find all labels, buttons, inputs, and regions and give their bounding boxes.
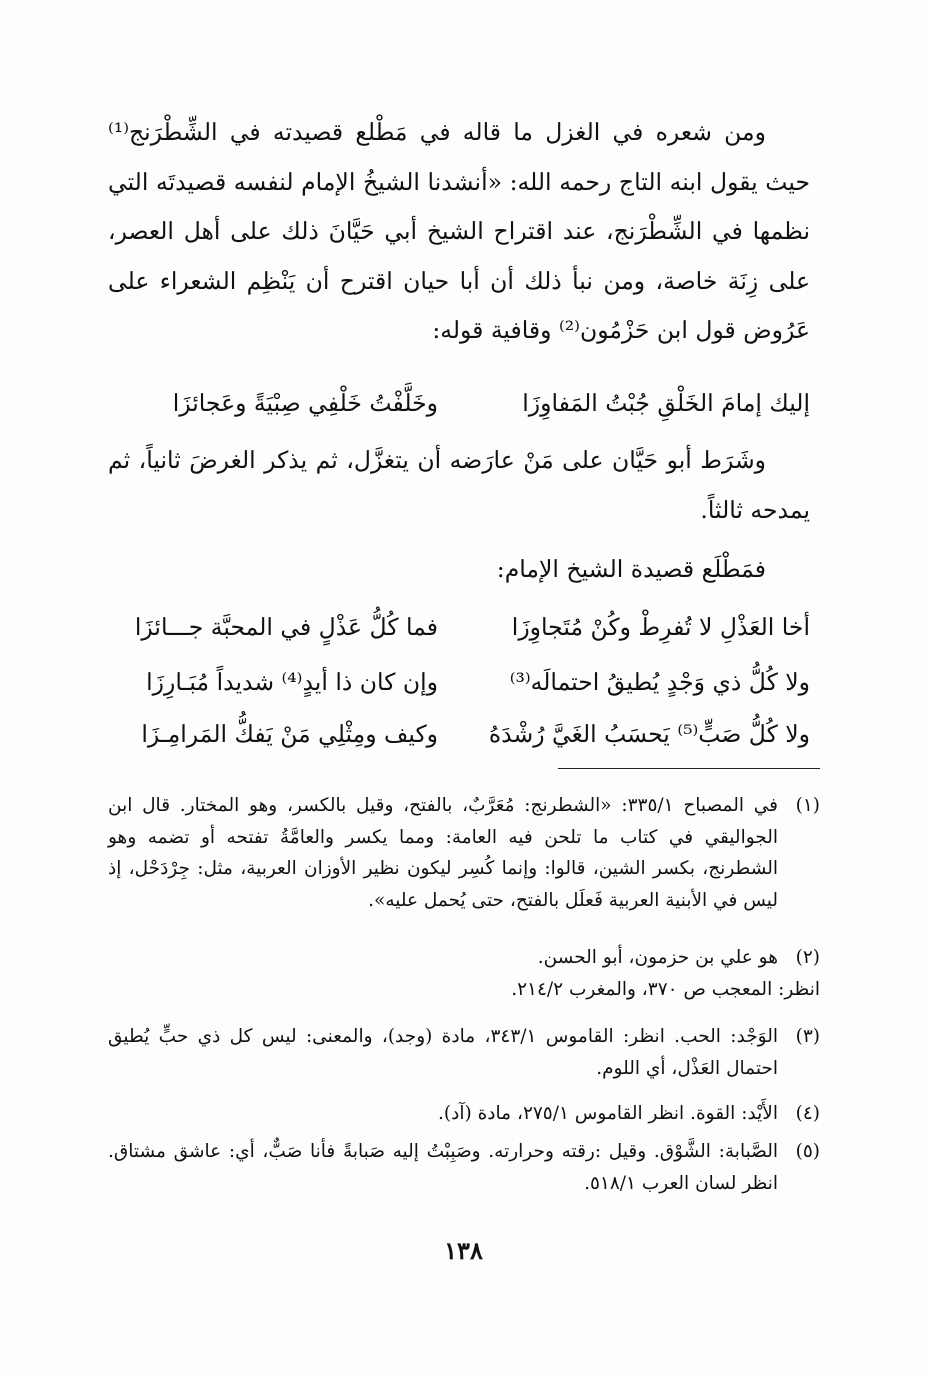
verse-first-hemistich: إليك إمامَ الخَلْقِ جُبْتُ المَفاوِزَا: [522, 389, 810, 417]
quoted-verse: [108, 380, 810, 426]
footnote-1-number: (١): [795, 795, 820, 816]
page-number: ١٣٨: [444, 1236, 483, 1265]
poem-line-3-second: وكيف ومِثْلِي مَنْ يَفكُّ المَرامِـزَا: [141, 720, 438, 748]
footnote-5-text: الصَّبابة: الشَّوْق. وقيل :رقته وحرارته. وصَبِبْتُ إليه صَبابةً فأنا صَبٌّ، أي: عاشق مشتاق. انظر لسان العرب ٥١٨/١.: [108, 1141, 778, 1194]
footnote-4-number: (٤): [795, 1103, 820, 1124]
intro-paragraph: ومن شعره في الغزل ما قاله في مَطْلع قصيدته في الشِّطْرَنج⁽¹⁾ حيث يقول ابنه التاج رحمه الله: «أنشدنا الشيخُ الإمام لنفسه قصيدتَه التي نظمها في الشِّطْرَنج، عند اقتراح الشيخ أبي حَيَّانَ ذلك على أهل العصر، على زِنَة خاصة، ومن نبأ ذلك أن أبا حيان اقترح أن يَنْظِم الشعراء على عَرُوض قول ابن حَزْمُون⁽²⁾ وقافية قوله:: [108, 118, 810, 344]
footnote-2: [108, 942, 820, 1005]
poem-line-3: [108, 711, 810, 757]
footnote-3-number: (٣): [795, 1026, 820, 1047]
poem-line-2: [108, 659, 810, 705]
footnote-1: [108, 790, 820, 916]
footnote-2-number: (٢): [795, 947, 820, 968]
poem-intro: فمَطْلَع قصيدة الشيخ الإمام:: [496, 555, 766, 583]
poem-line-2-first: ولا كُلُّ ذي وَجْدٍ يُطيقُ احتمالَه⁽³⁾: [509, 668, 810, 696]
poem-line-1: [108, 604, 810, 650]
poem-line-1-second: فما كُلُّ عَذْلٍ في المحبَّة جـــائزَا: [134, 613, 438, 641]
footnote-3: [108, 1021, 820, 1084]
poem-line-3-first: ولا كُلُّ صَبٍّ⁽⁵⁾ يَحسَبُ الغَيَّ رُشْدَهُ: [488, 720, 810, 748]
footnote-4: [108, 1098, 820, 1130]
poem-line-2-second: وإن كان ذا أيدٍ⁽⁴⁾ شديداً مُبَـارِزَا: [146, 668, 438, 696]
footnote-1-text: في المصباح ٣٣٥/١: «الشطرنج: مُعَرَّبٌ، بالفتح، وقيل بالكسر، وهو المختار. قال ابن الجواليقي في كتاب ما تلحن فيه العامة: ومما يكسر والعامَّةُ تفتحه أو تضمه وهو الشطرنج، بكسر الشين، قالوا: وإنما كُسِر ليكون نظير الأوزان العربية، مثل: جِرْدَحْل، إذ ليس في الأبنية العربية فَعلَل بالفتح، حتى يُحمل عليه».: [108, 795, 778, 911]
poem-line-1-first: أخا العَذْلِ لا تُفرِطْ وكُنْ مُتَجاوِزَا: [511, 613, 810, 641]
verse-second-hemistich: وخَلَّفْتُ خَلْفِي صِبْيَةً وعَجائزَا: [172, 389, 438, 417]
footnote-3-text: الوَجْد: الحب. انظر: القاموس ٣٤٣/١، مادة (وجد)، والمعنى: ليس كل ذي حبٍّ يُطيق احتمال العَذْل، أي اللوم.: [108, 1026, 778, 1079]
footnote-5-number: (٥): [795, 1141, 820, 1162]
condition-paragraph: وشَرَط أبو حَيَّان على مَنْ عارَضه أن يتغزَّل، ثم يذكر الغرضَ ثانياً، ثم يمدحه ثالثاً.: [108, 446, 810, 524]
footnote-2-reference: انظر: المعجب ص ٣٧٠، والمغرب ٢١٤/٢.: [511, 978, 820, 1000]
footnote-2-text: هو علي بن حزمون، أبو الحسن.: [537, 947, 778, 968]
footnote-5: [108, 1136, 820, 1199]
footnote-separator: [558, 768, 820, 769]
footnote-4-text: الأَيْد: القوة. انظر القاموس ٢٧٥/١، مادة (آد).: [438, 1103, 778, 1124]
